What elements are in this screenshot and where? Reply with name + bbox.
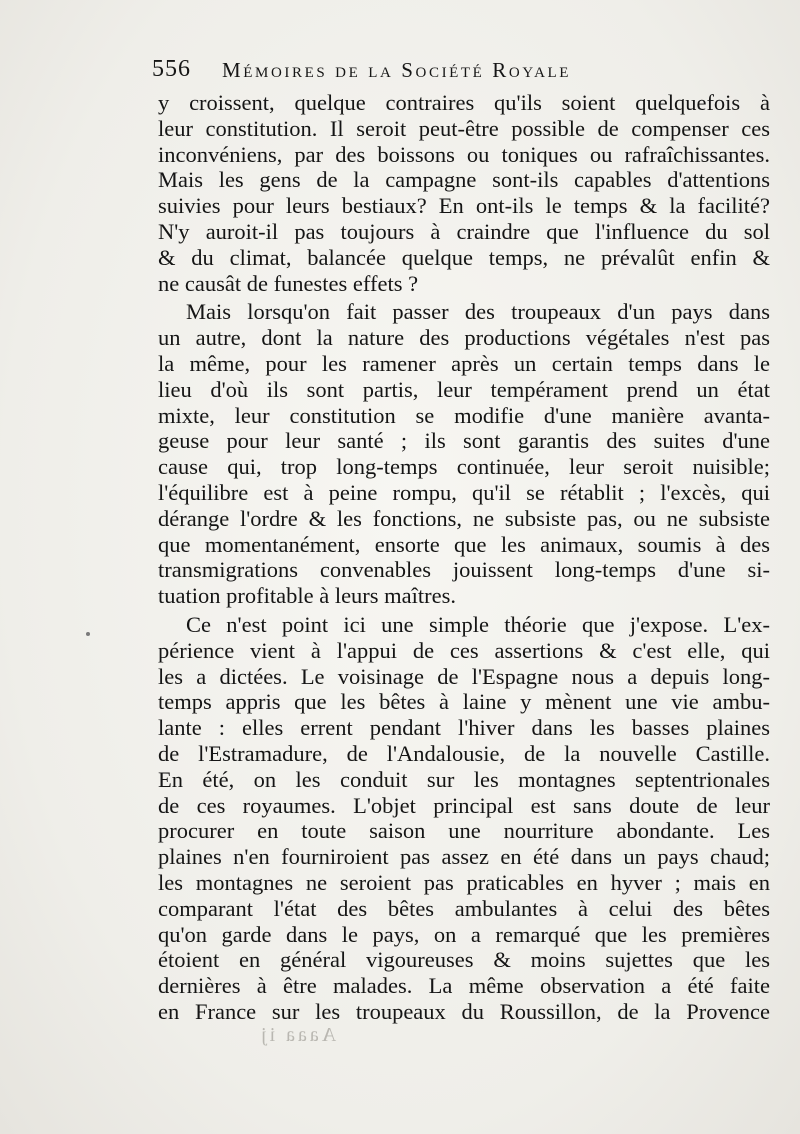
text-line: geuse pour leur santé ; ils sont garantis des suites d'une xyxy=(158,428,770,454)
text-line: cause qui, trop long-temps continuée, leur seroit nuisible; xyxy=(158,454,770,480)
text-line: & du climat, balancée quelque temps, ne prévalût enfin & xyxy=(158,244,770,270)
running-head: Mémoires de la Société Royale xyxy=(222,58,572,82)
text-line: comparant l'état des bêtes ambulantes à celui des bêtes xyxy=(158,895,770,921)
page-header xyxy=(152,56,774,90)
text-line: Ce n'est point ici une simple théorie que j'expose. L'ex- xyxy=(186,611,770,637)
text-line: ne causât de funestes effets ? xyxy=(158,270,419,296)
text-line: Mais lorsqu'on fait passer des troupeaux d'un pays dans xyxy=(186,299,770,325)
text-line: en France sur les troupeaux du Roussillon, de la Provence xyxy=(158,998,770,1024)
text-line: leur constitution. Il seroit peut-être possible de compenser ces xyxy=(158,115,770,141)
text-line: procurer en toute saison une nourriture abondante. Les xyxy=(158,818,770,844)
text-line: inconvéniens, par des boissons ou toniques ou rafraîchissantes. xyxy=(158,141,770,167)
text-line: les montagnes ne seroient pas praticables en hyver ; mais en xyxy=(158,869,770,895)
text-line: de ces royaumes. L'objet principal est sans doute de leur xyxy=(158,792,770,818)
text-line: l'équilibre est à peine rompu, qu'il se rétablit ; l'excès, qui xyxy=(158,479,770,505)
text-line: mixte, leur constitution se modifie d'une manière avanta- xyxy=(158,402,770,428)
text-line: lieu d'où ils sont partis, leur tempérament prend un état xyxy=(158,376,770,402)
signature-mark: Aaaa ij xyxy=(258,1024,337,1046)
text-line: En été, on les conduit sur les montagnes septentrionales xyxy=(158,766,770,792)
ink-speck xyxy=(86,632,90,636)
text-line: les a dictées. Le voisinage de l'Espagne nous a depuis long- xyxy=(158,663,770,689)
text-line: temps appris que les bêtes à laine y mènent une vie ambu- xyxy=(158,689,770,715)
text-line: dernières à être malades. La même observation a été faite xyxy=(158,973,770,999)
text-line: que momentanément, ensorte que les animaux, soumis à des xyxy=(158,531,770,557)
text-line: périence vient à l'appui de ces assertions & c'est elle, qui xyxy=(158,637,770,663)
page-number: 556 xyxy=(152,56,191,82)
text-line: la même, pour les ramener après un certain temps dans le xyxy=(158,350,770,376)
text-line: dérange l'ordre & les fonctions, ne subsiste pas, ou ne subsiste xyxy=(158,505,770,531)
body-text xyxy=(158,90,770,1025)
text-line: suivies pour leurs bestiaux? En ont-ils le temps & la facilité? xyxy=(158,193,770,219)
text-line: transmigrations convenables jouissent long-temps d'une si- xyxy=(158,557,770,583)
text-line: tuation profitable à leurs maîtres. xyxy=(158,583,457,609)
text-line: qu'on garde dans le pays, on a remarqué que les premières xyxy=(158,921,770,947)
text-line: étoient en général vigoureuses & moins sujettes que les xyxy=(158,947,770,973)
text-line: Mais les gens de la campagne sont-ils capables d'attentions xyxy=(158,167,770,193)
text-line: plaines n'en fourniroient pas assez en été dans un pays chaud; xyxy=(158,844,770,870)
text-line: lante : elles errent pendant l'hiver dans les basses plaines xyxy=(158,715,770,741)
text-line: de l'Estramadure, de l'Andalousie, de la nouvelle Castille. xyxy=(158,740,770,766)
text-line: y croissent, quelque contraires qu'ils soient quelquefois à xyxy=(158,90,770,115)
text-line: N'y auroit-il pas toujours à craindre que l'influence du sol xyxy=(158,218,770,244)
text-line: un autre, dont la nature des productions végétales n'est pas xyxy=(158,325,770,351)
